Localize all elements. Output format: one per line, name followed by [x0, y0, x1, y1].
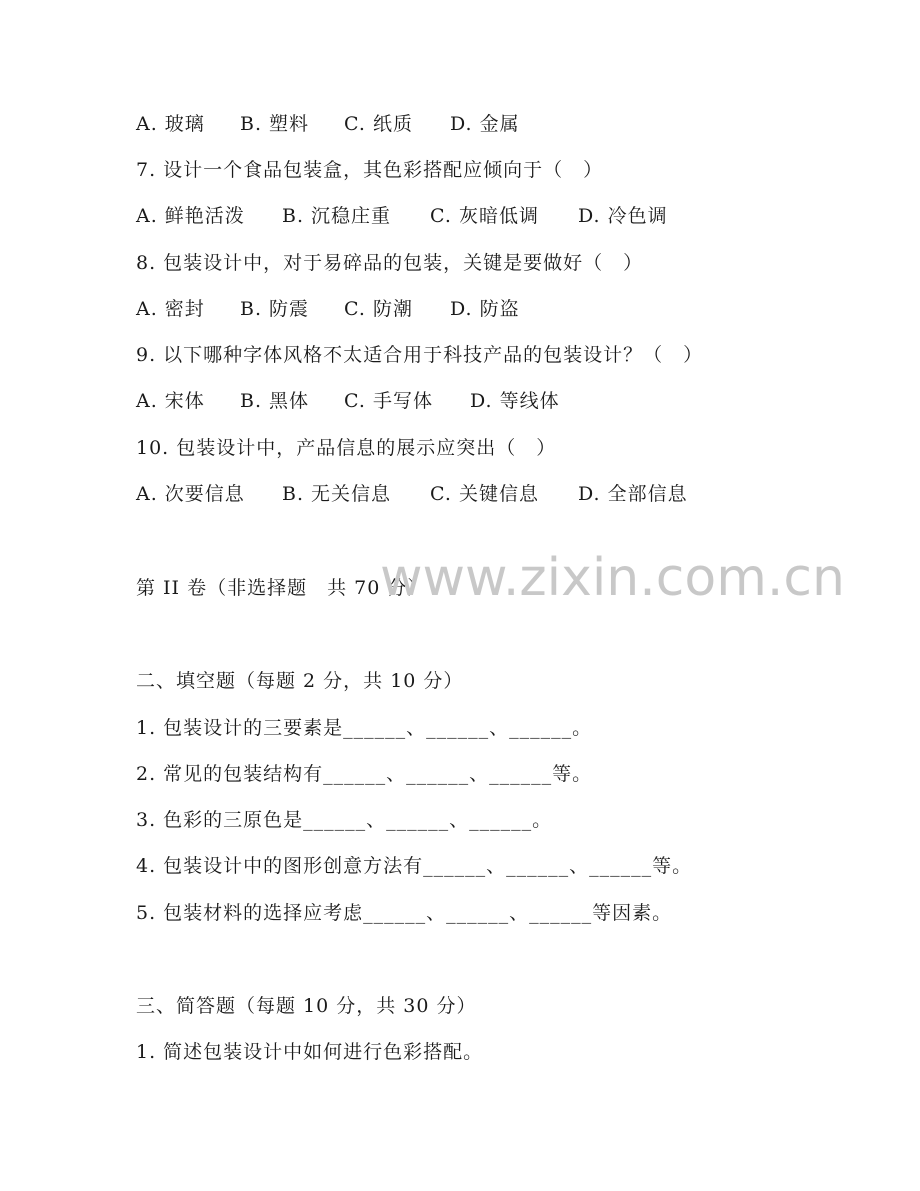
q8-option-a: A. 密封	[136, 298, 205, 320]
short-heading: 三、简答题（每题 10 分，共 30 分）	[136, 995, 477, 1017]
watermark: www.zixin.com.cn	[380, 548, 845, 608]
q8-question: 8. 包装设计中，对于易碎品的包装，关键是要做好（ ）	[136, 252, 644, 274]
fill-item-4: 4. 包装设计中的图形创意方法有______、______、______等。	[136, 855, 693, 877]
fill-item-5: 5. 包装材料的选择应考虑______、______、______等因素。	[136, 902, 673, 924]
q10-question: 10. 包装设计中，产品信息的展示应突出（ ）	[136, 437, 557, 459]
q10-option-d: D. 全部信息	[578, 483, 688, 505]
q7-options	[136, 204, 668, 228]
q7-option-d: D. 冷色调	[578, 205, 668, 227]
q6-option-d: D. 金属	[450, 113, 520, 135]
q8-options	[136, 297, 520, 321]
q9-option-a: A. 宋体	[136, 390, 205, 412]
fill-item-1: 1. 包装设计的三要素是______、______、______。	[136, 717, 593, 739]
q10-option-c: C. 关键信息	[430, 483, 539, 505]
short-item-1: 1. 简述包装设计中如何进行色彩搭配。	[136, 1041, 484, 1063]
q8-option-d: D. 防盗	[450, 298, 520, 320]
q7-option-b: B. 沉稳庄重	[282, 205, 392, 227]
q6-option-c: C. 纸质	[344, 113, 413, 135]
q8-option-c: C. 防潮	[344, 298, 413, 320]
q6-option-b: B. 塑料	[240, 113, 310, 135]
q10-option-b: B. 无关信息	[282, 483, 392, 505]
part2-title: 第 II 卷（非选择题 共 70 分）	[136, 577, 428, 599]
fill-item-2: 2. 常见的包装结构有______、______、______等。	[136, 763, 593, 785]
q6-option-a: A. 玻璃	[136, 113, 205, 135]
q9-question: 9. 以下哪种字体风格不太适合用于科技产品的包装设计？（ ）	[136, 344, 704, 366]
q7-question: 7. 设计一个食品包装盒，其色彩搭配应倾向于（ ）	[136, 159, 604, 181]
q10-option-a: A. 次要信息	[136, 483, 245, 505]
q7-option-a: A. 鲜艳活泼	[136, 205, 245, 227]
q8-option-b: B. 防震	[240, 298, 310, 320]
q10-options	[136, 482, 688, 506]
q9-options	[136, 389, 560, 413]
q6-options	[136, 112, 520, 136]
fill-item-3: 3. 色彩的三原色是______、______、______。	[136, 809, 553, 831]
q9-option-d: D. 等线体	[470, 390, 560, 412]
fill-heading: 二、填空题（每题 2 分，共 10 分）	[136, 670, 464, 692]
q9-option-c: C. 手写体	[344, 390, 433, 412]
q9-option-b: B. 黑体	[240, 390, 310, 412]
q7-option-c: C. 灰暗低调	[430, 205, 539, 227]
